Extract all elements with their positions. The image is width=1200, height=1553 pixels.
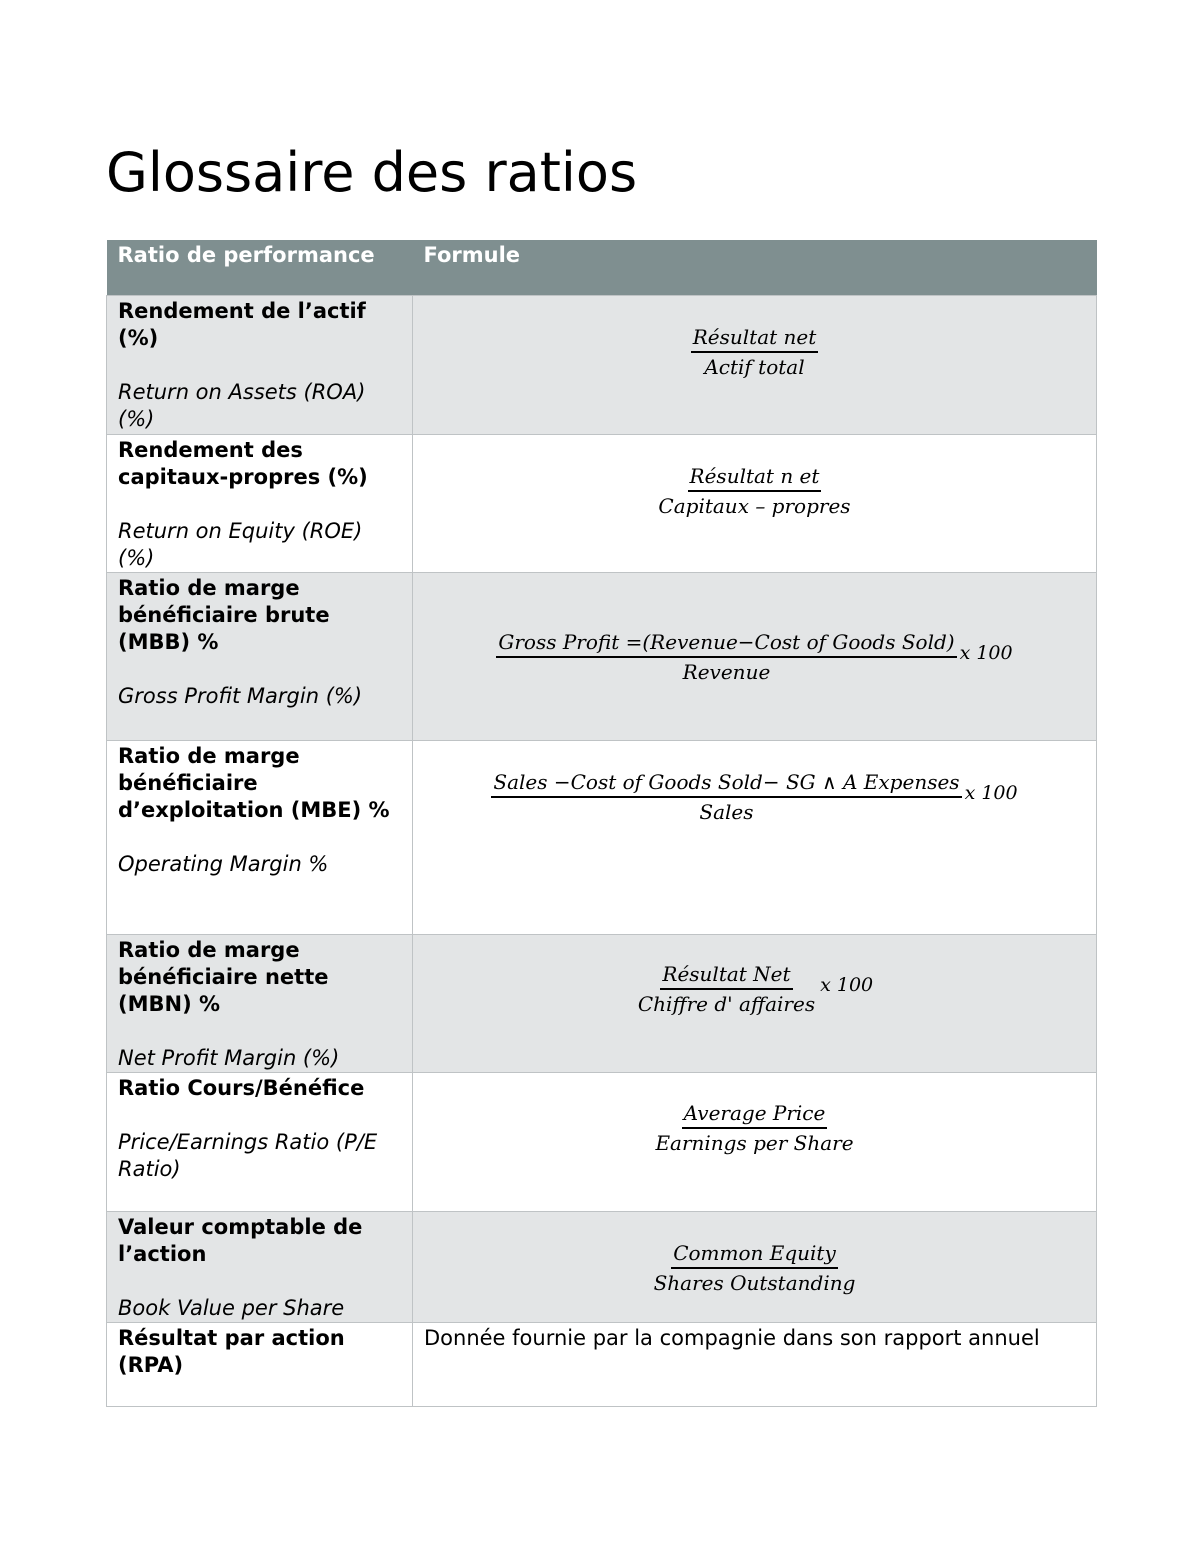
formula-cell (413, 935, 1097, 1073)
formula-numerator: Average Price (682, 1100, 828, 1129)
formula (413, 769, 1096, 825)
ratio-english-name: Return on Assets (ROA) (%) (118, 380, 366, 431)
header-formula: Formule (413, 240, 1097, 296)
table-row (107, 935, 1097, 1073)
formula-numerator: Résultat Net (660, 961, 792, 990)
formula-numerator: Common Equity (671, 1240, 838, 1269)
table-row (107, 573, 1097, 741)
ratio-name: Ratio de marge bénéficiaire brute (MBB) % (118, 576, 330, 654)
formula-cell (413, 741, 1097, 935)
formula (413, 629, 1096, 685)
formula-cell (413, 296, 1097, 435)
header-ratio: Ratio de performance (107, 240, 413, 296)
ratio-cell (107, 1073, 413, 1212)
table-header-row (107, 240, 1097, 296)
formula-cell (413, 1323, 1097, 1407)
ratio-cell (107, 296, 413, 435)
ratio-name: Valeur comptable de l’action (118, 1215, 363, 1266)
formula-denominator: Sales (699, 800, 754, 824)
ratio-english-name: Gross Profit Margin (%) (118, 684, 363, 708)
formula-denominator: Revenue (682, 660, 771, 684)
page-title: Glossaire des ratios (106, 141, 638, 204)
formula (413, 961, 1096, 1017)
ratio-name: Ratio Cours/Bénéfice (118, 1076, 365, 1100)
formula-denominator: Capitaux – propres (658, 494, 851, 518)
formula-denominator: Chiffre d' affaires (637, 992, 816, 1016)
table-row (107, 296, 1097, 435)
ratio-english-name: Book Value per Share (118, 1296, 345, 1320)
formula-cell (413, 1073, 1097, 1212)
formula-cell (413, 435, 1097, 573)
formula-cell (413, 1212, 1097, 1323)
formula (413, 324, 1096, 380)
ratio-name: Rendement de l’actif (%) (118, 299, 366, 350)
ratio-name: Ratio de marge bénéficiaire d’exploitation (MBE) % (118, 744, 390, 822)
formula-text: Donnée fournie par la compagnie dans son rapport annuel (424, 1326, 1040, 1350)
formula-multiplier: x 100 (820, 974, 874, 996)
ratio-name: Rendement des capitaux-propres (%) (118, 438, 368, 489)
formula-numerator: Gross Profit =(Revenue−Cost of Goods Sold) (496, 629, 956, 658)
ratio-cell (107, 1323, 413, 1407)
formula (413, 1240, 1096, 1296)
table-row (107, 1212, 1097, 1323)
ratio-cell (107, 435, 413, 573)
formula-numerator: Résultat n et (688, 463, 822, 492)
formula-multiplier: x 100 (959, 642, 1013, 664)
table-row (107, 435, 1097, 573)
ratio-cell (107, 741, 413, 935)
ratio-name: Résultat par action (RPA) (118, 1326, 345, 1377)
ratio-english-name: Operating Margin % (118, 852, 329, 876)
formula (413, 463, 1096, 519)
formula-denominator: Earnings per Share (655, 1131, 854, 1155)
ratio-cell (107, 573, 413, 741)
formula (413, 1100, 1096, 1156)
formula-numerator: Résultat net (691, 324, 819, 353)
formula-denominator: Shares Outstanding (653, 1271, 856, 1295)
ratio-glossary-table (106, 240, 1097, 1407)
ratio-english-name: Return on Equity (ROE) (%) (118, 519, 363, 570)
formula-cell (413, 573, 1097, 741)
ratio-english-name: Net Profit Margin (%) (118, 1046, 340, 1070)
ratio-cell (107, 935, 413, 1073)
table-row (107, 1073, 1097, 1212)
ratio-english-name: Price/Earnings Ratio (P/E Ratio) (118, 1130, 378, 1181)
ratio-cell (107, 1212, 413, 1323)
formula-multiplier: x 100 (964, 782, 1018, 804)
formula-denominator: Actif total (704, 355, 805, 379)
table-row (107, 1323, 1097, 1407)
table-row (107, 741, 1097, 935)
formula-numerator: Sales −Cost of Goods Sold− SG ∧ A Expenses (491, 769, 961, 798)
ratio-name: Ratio de marge bénéficiaire nette (MBN) % (118, 938, 329, 1016)
